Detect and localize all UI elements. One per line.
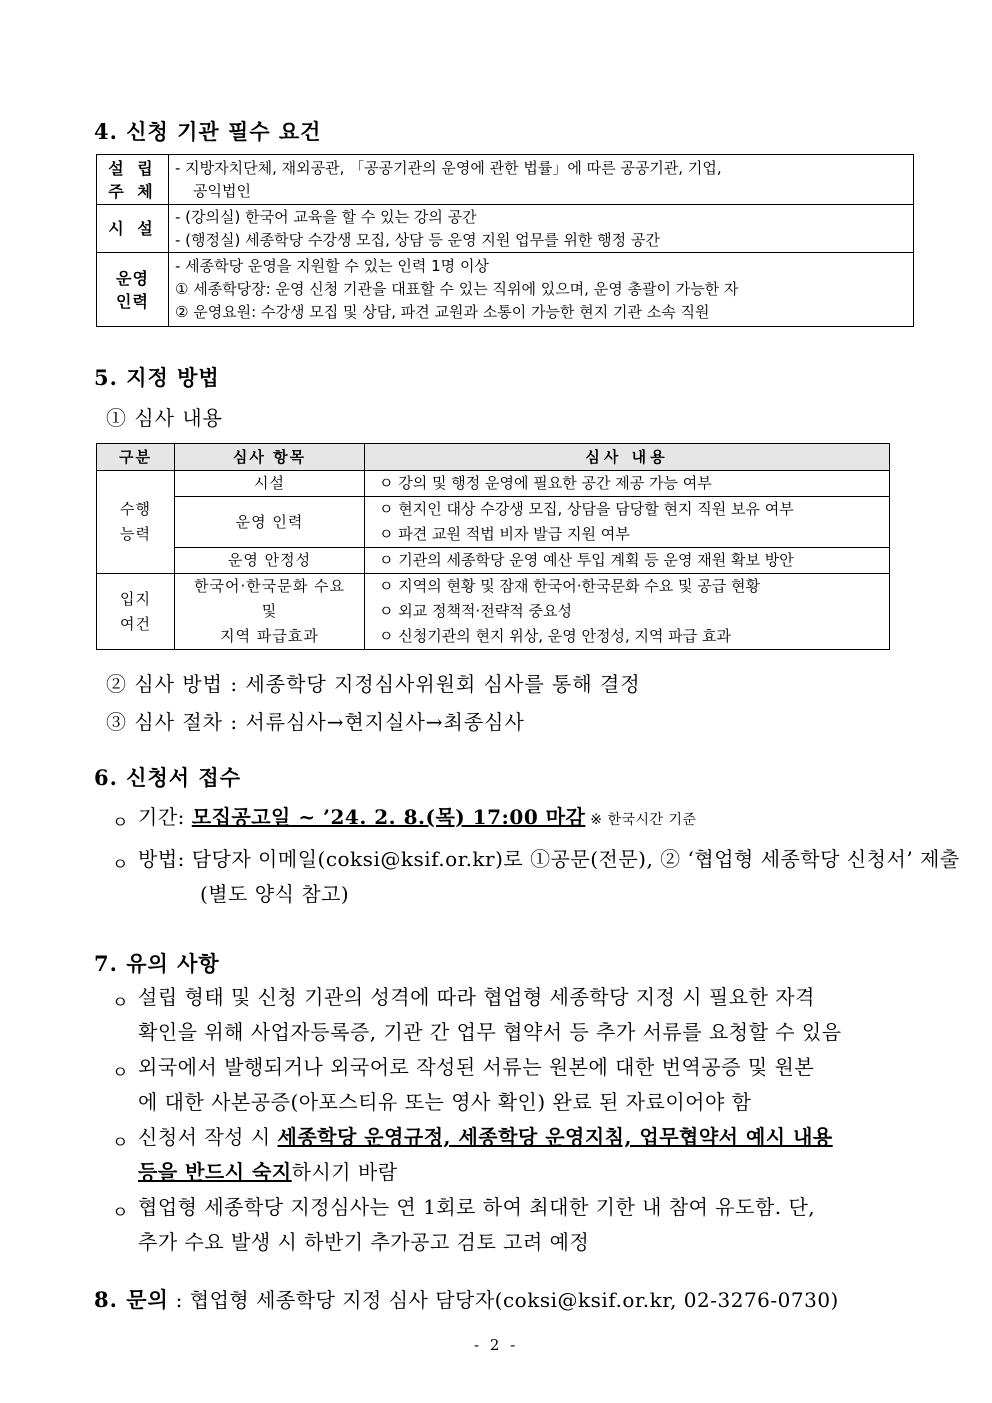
bullet-icon: ㅇ [112, 993, 129, 1013]
category-cell: 수행 능력 [97, 471, 175, 574]
bullet-icon: ㅇ [112, 1063, 129, 1083]
table-row [97, 253, 914, 327]
item-cell: 한국어·한국문화 수요 및 지역 파급효과 [175, 574, 365, 650]
table-row [97, 155, 914, 205]
section-5-title: 5. 지정 방법 [94, 365, 220, 390]
row-label: 운영 인력 [97, 253, 169, 327]
row-label: 설 립 주 체 [97, 155, 169, 205]
table-row [97, 497, 890, 548]
item-cell: 운영 안정성 [175, 548, 365, 574]
subheading-review-procedure: ③ 심사 절차 : 서류심사→현지실사→최종심사 [106, 710, 525, 734]
notice-item: 협업형 세종학당 지정심사는 연 1회로 하여 최대한 기한 내 참여 유도함. 단, 추가 수요 발생 시 하반기 추가공고 검토 고려 예정 [138, 1195, 816, 1254]
review-table [96, 443, 890, 650]
table-row [97, 471, 890, 497]
notice-item: 설립 형태 및 신청 기관의 성격에 따라 협업형 세종학당 지정 시 필요한 자격 확인을 위해 사업자등록증, 기관 간 업무 협약서 등 추가 서류를 요청할 수 있음 [138, 985, 842, 1044]
page-number: - 2 - [474, 1336, 519, 1354]
deadline-text: 모집공고일 ~ ’24. 2. 8.(목) 17:00 마감 [191, 805, 586, 829]
bullet-icon: ㅇ [112, 855, 129, 875]
bullet-icon: ㅇ [112, 1133, 129, 1153]
row-content: - 세종학당 운영을 지원할 수 있는 인력 1명 이상 ① 세종학당장: 운영 신청 기관을 대표할 수 있는 직위에 있으며, 운영 총괄이 가능한 자 ② 운영요원: 수강생 모집 및 상담, 파견 교원과 소통이 가능한 현지 기관 소속 직원 [169, 253, 914, 327]
section-8-title: 8. 문의 [94, 1287, 169, 1312]
section-6-title: 6. 신청서 접수 [94, 765, 241, 790]
row-content: - 지방자치단체, 재외공관, 「공공기관의 운영에 관한 법률」에 따른 공공기관, 기업, 공익법인 [169, 155, 914, 205]
row-content: - (강의실) 한국어 교육을 할 수 있는 강의 공간 - (행정실) 세종학당 수강생 모집, 상담 등 운영 지원 업무를 위한 행정 공간 [169, 205, 914, 253]
header-cell: 심사 항목 [175, 444, 365, 471]
subheading-review-content: ① 심사 내용 [106, 406, 223, 430]
method-line: 방법: 담당자 이메일(coksi@ksif.or.kr)로 ①공문(전문), ② ‘협업형 세종학당 신청서’ 제출 (별도 양식 참고) [138, 847, 960, 906]
row-label: 시 설 [97, 205, 169, 253]
bullet-icon: ㅇ [112, 813, 129, 833]
table-row [97, 574, 890, 650]
contact-line: 8. 문의 : 협업형 세종학당 지정 심사 담당자(coksi@ksif.or.kr, 02-3276-0730) [94, 1287, 839, 1312]
content-cell: ㅇ 기관의 세종학당 운영 예산 투입 계획 등 운영 재원 확보 방안 [365, 548, 890, 574]
table-row [97, 205, 914, 253]
period-line: 기간: 모집공고일 ~ ’24. 2. 8.(목) 17:00 마감 ※ 한국시간 기준 [138, 805, 697, 829]
section-4-title: 4. 신청 기관 필수 요건 [94, 119, 322, 144]
section-7-title: 7. 유의 사항 [94, 951, 220, 976]
content-cell: ㅇ 강의 및 행정 운영에 필요한 공간 제공 가능 여부 [365, 471, 890, 497]
header-cell: 심사 내용 [365, 444, 890, 471]
subheading-review-method: ② 심사 방법 : 세종학당 지정심사위원회 심사를 통해 결정 [106, 672, 641, 696]
notice-item: 외국에서 발행되거나 외국어로 작성된 서류는 원본에 대한 번역공증 및 원본 에 대한 사본공증(아포스티유 또는 영사 확인) 완료 된 자료이어야 함 [138, 1055, 815, 1114]
table-header-row [97, 444, 890, 471]
requirements-table [96, 154, 914, 327]
header-cell: 구분 [97, 444, 175, 471]
item-cell: 운영 인력 [175, 497, 365, 548]
bullet-icon: ㅇ [112, 1203, 129, 1223]
content-cell: ㅇ 지역의 현황 및 잠재 한국어·한국문화 수요 및 공급 현황 ㅇ 외교 정책적·전략적 중요성 ㅇ 신청기관의 현지 위상, 운영 안정성, 지역 파급 효과 [365, 574, 890, 650]
item-cell: 시설 [175, 471, 365, 497]
category-cell: 입지 여건 [97, 574, 175, 650]
table-row [97, 548, 890, 574]
notice-item: 신청서 작성 시 세종학당 운영규정, 세종학당 운영지침, 업무협약서 예시 내용 등을 반드시 숙지하시기 바람 [138, 1125, 833, 1184]
content-cell: ㅇ 현지인 대상 수강생 모집, 상담을 담당할 현지 직원 보유 여부 ㅇ 파견 교원 적법 비자 발급 지원 여부 [365, 497, 890, 548]
